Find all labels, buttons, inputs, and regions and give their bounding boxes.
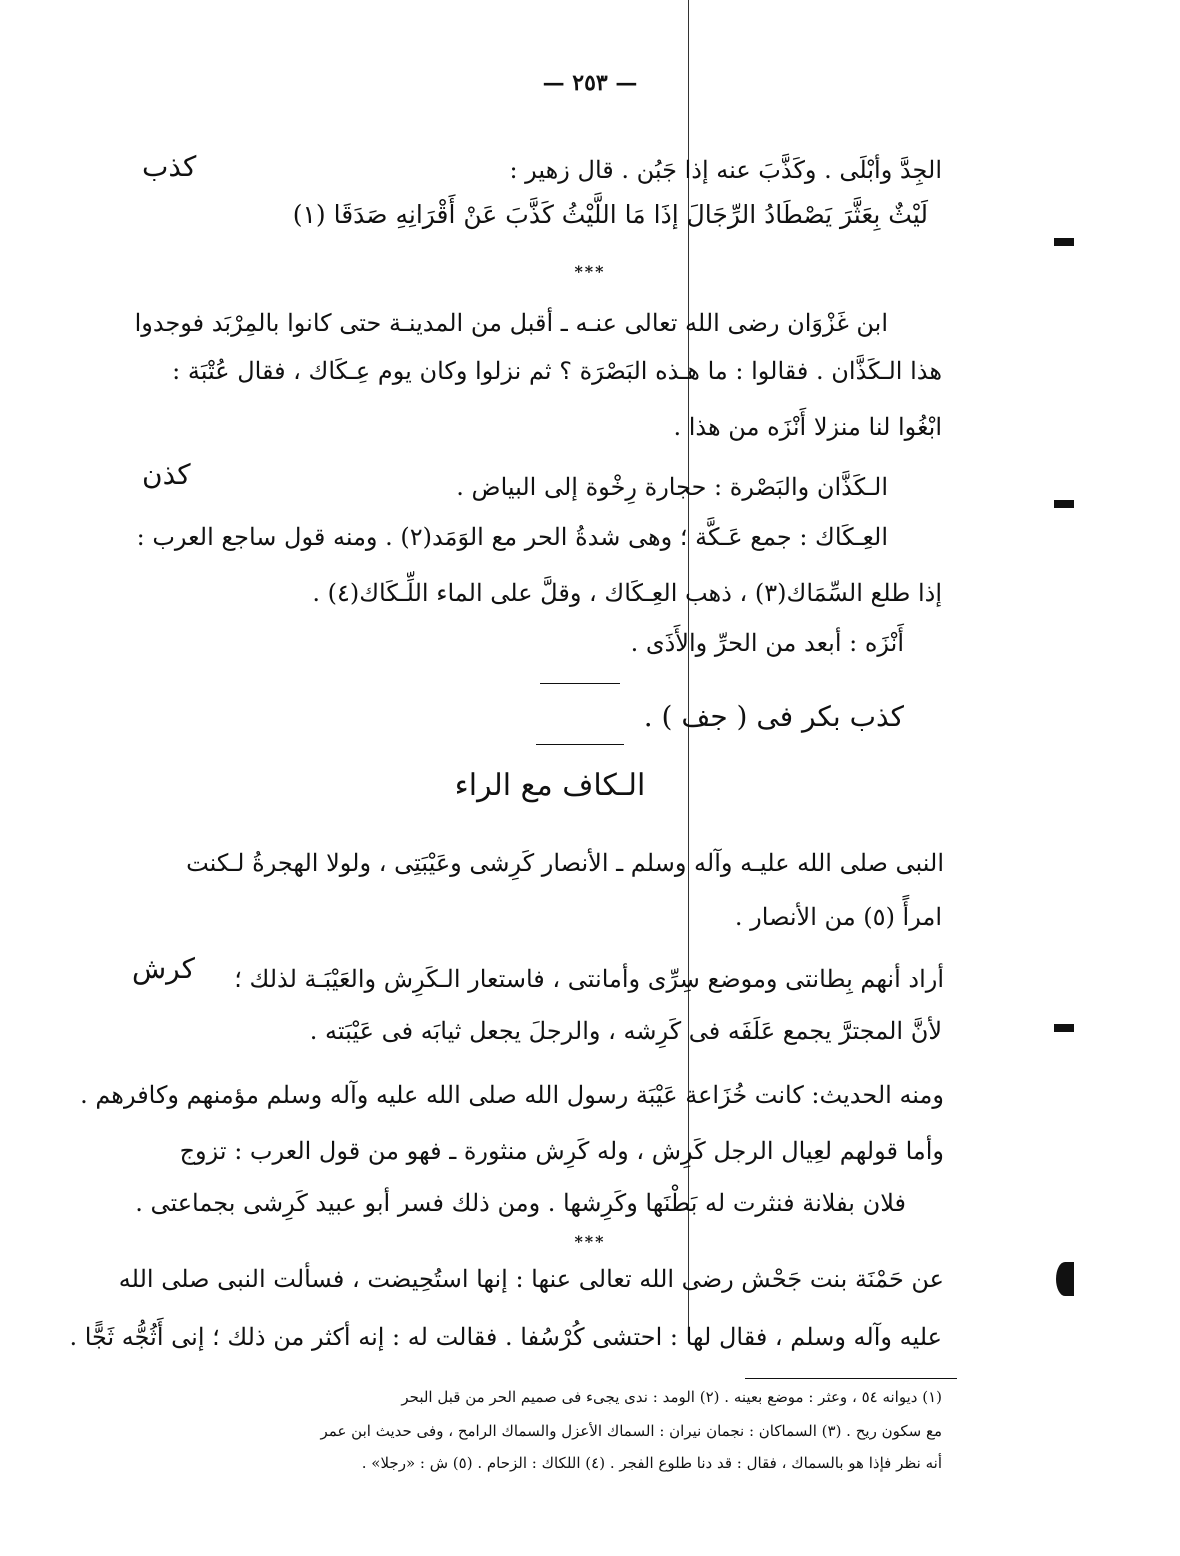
margin-root-word: كرش bbox=[132, 952, 195, 985]
edge-tab-mark bbox=[1054, 1024, 1074, 1032]
cross-reference: كذب بكر فى ( جف ) . bbox=[643, 700, 904, 733]
text-line: النبى صلى الله عليـه وآله وسلم ـ الأنصار كَرِشى وعَيْبَتِى ، ولولا الهجرةُ لـكنت bbox=[186, 849, 944, 877]
poem-verse: لَيْثٌ بِعَثَّرَ يَصْطَادُ الرِّجَالَ إذَا مَا اللَّيْثُ كَذَّبَ عَنْ أَقْرَانِهِ صَدَقَا (١) bbox=[292, 200, 928, 229]
text-line: ابْغُوا لنا منزلا أَنْزَه من هذا . bbox=[673, 413, 942, 441]
edge-tab-mark bbox=[1054, 238, 1074, 246]
text-line: امرأً (٥) من الأنصار . bbox=[734, 903, 942, 931]
section-separator: *** bbox=[574, 262, 606, 281]
text-line: وأما قولهم لعِيال الرجل كَرِش ، وله كَرِش منثورة ـ فهو من قول العرب : تزوج bbox=[179, 1137, 944, 1165]
text-line: عن حَمْنَة بنت جَحْش رضى الله تعالى عنها : إنها استُحِيضت ، فسألت النبى صلى الله bbox=[118, 1265, 944, 1293]
text-line: إذا طلع السِّمَاك(٣) ، ذهب العِـكَاك ، وقلَّ على الماء اللِّـكَاك(٤) . bbox=[312, 579, 942, 607]
margin-root-word: كذب bbox=[142, 150, 197, 183]
section-separator: *** bbox=[574, 1232, 606, 1251]
text-line: العِـكَاك : جمع عَـكَّة ؛ وهى شدةُ الحر مع الوَمَد(٢) . ومنه قول ساجع العرب : bbox=[136, 523, 888, 551]
text-line: هذا الـكَذَّان . فقالوا : ما هـذه البَصْرَة ؟ ثم نزلوا وكان يوم عِـكَاك ، فقال عُتْبَة : bbox=[172, 357, 942, 385]
text-line: الـكَذَّان والبَصْرة : حجارة رِخْوة إلى البياض . bbox=[456, 473, 888, 501]
text-line: ابن غَزْوَان رضى الله تعالى عنـه ـ أقبل من المدينـة حتى كانوا بالمِرْبَد فوجدوا bbox=[134, 309, 888, 337]
footnote-line: (١) ديوانه ٥٤ ، وعثر : موضع بعينه . (٢) الومد : ندى يجىء فى صميم الحر من قبل البحر bbox=[401, 1388, 942, 1406]
section-heading: الـكاف مع الراء bbox=[454, 768, 646, 803]
text-line: لأنَّ المجترَّ يجمع عَلَفَه فى كَرِشه ، والرجلَ يجعل ثيابَه فى عَيْبَته . bbox=[309, 1017, 942, 1045]
text-line: أَنْزَه : أبعد من الحرِّ والأَذَى . bbox=[630, 629, 904, 657]
edge-tab-mark bbox=[1054, 500, 1074, 508]
footnote-line: أنه نظر فإذا هو بالسماك ، فقال : قد دنا طلوع الفجر . (٤) اللكاك : الزحام . (٥) ش : «رجلا» . bbox=[361, 1454, 942, 1472]
margin-root-word: كذن bbox=[142, 458, 191, 491]
footnote-line: مع سكون ريح . (٣) السماكان : نجمان نيران : السماك الأعزل والسماك الرامح ، وفى حديث ابن عمر bbox=[320, 1422, 942, 1440]
text-line: عليه وآله وسلم ، فقال لها : احتشى كُرْسُفا . فقالت له : إنه أكثر من ذلك ؛ إنى أَثُجُّه ثَجًّا . bbox=[69, 1323, 942, 1351]
edge-tab-mark bbox=[1056, 1262, 1074, 1296]
page-number: — ٢٥٣ — bbox=[542, 70, 638, 96]
text-line: أراد أنهم بِطانتى وموضع سِرِّى وأمانتى ، فاستعار الـكَرِش والعَيْبَـة لذلك ؛ bbox=[234, 965, 944, 993]
divider bbox=[540, 683, 620, 684]
text-line: الجِدَّ وأبْلَى . وكَذَّبَ عنه إذا جَبُن . قال زهير : bbox=[509, 156, 942, 184]
text-line: ومنه الحديث: كانت خُزَاعة عَيْبَة رسول الله صلى الله عليه وآله وسلم مؤمنهم وكافرهم . bbox=[80, 1081, 944, 1109]
text-line: فلان بفلانة فنثرت له بَطْنَها وكَرِشها . ومن ذلك فسر أبو عبيد كَرِشى بجماعتى . bbox=[135, 1189, 906, 1217]
divider bbox=[536, 744, 624, 745]
footnote-rule bbox=[745, 1378, 957, 1379]
